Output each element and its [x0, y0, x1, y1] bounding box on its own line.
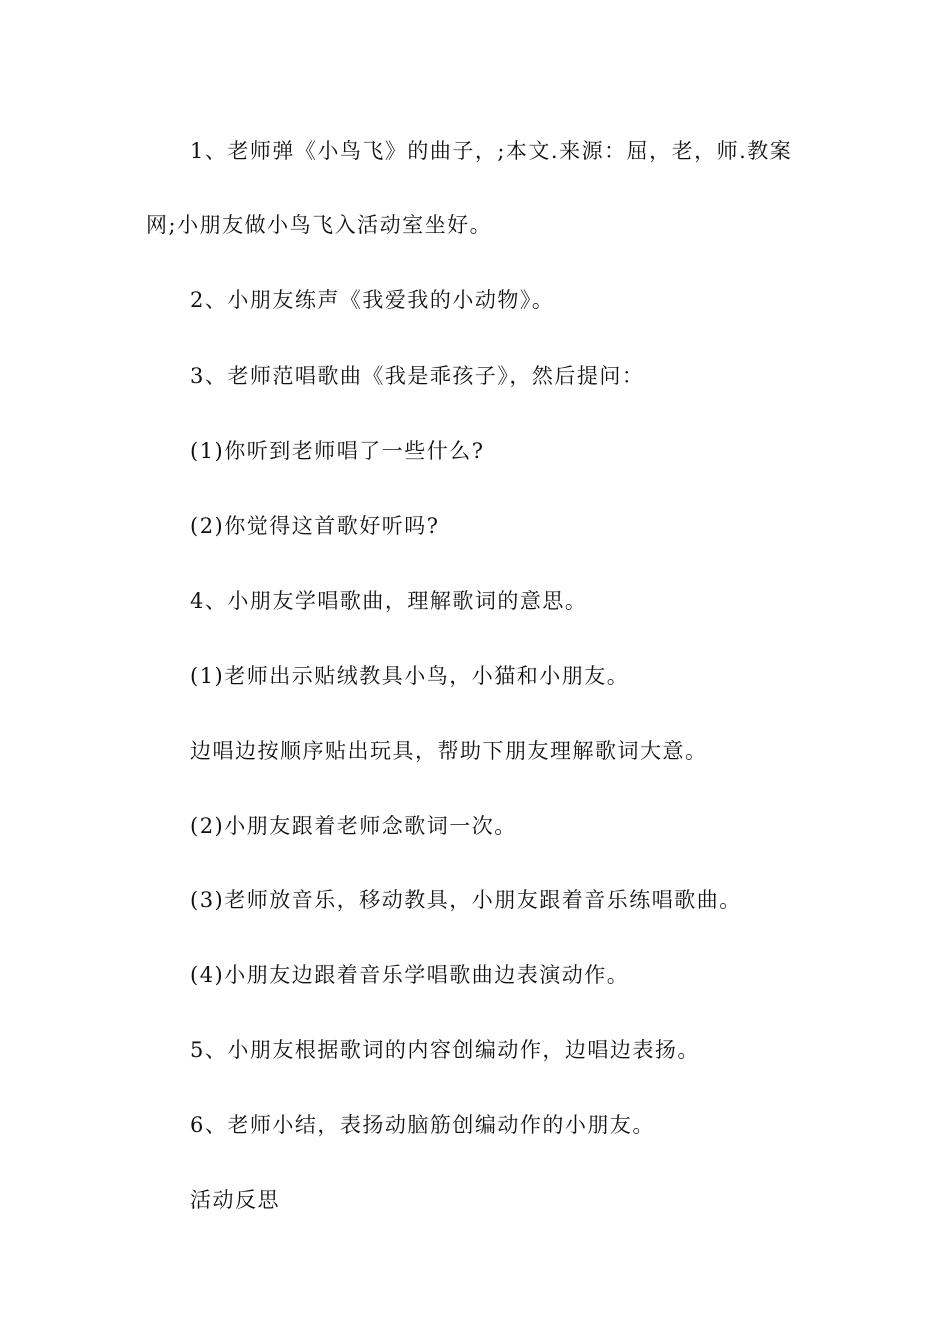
section-heading: 活动反思 — [190, 1188, 280, 1212]
paragraph-line: 4、小朋友学唱歌曲，理解歌词的意思。 — [190, 589, 588, 613]
paragraph-line: (2)你觉得这首歌好听吗? — [190, 514, 440, 538]
paragraph-line: 6、老师小结，表扬动脑筋创编动作的小朋友。 — [190, 1113, 655, 1137]
paragraph-line: (3)老师放音乐，移动教具，小朋友跟着音乐练唱歌曲。 — [190, 888, 742, 912]
paragraph-line: 3、老师范唱歌曲《我是乖孩子》，然后提问： — [190, 364, 645, 388]
paragraph-line: 2、小朋友练声《我爱我的小动物》。 — [190, 288, 555, 312]
paragraph-line: 边唱边按顺序贴出玩具，帮助下朋友理解歌词大意。 — [190, 739, 708, 763]
paragraph-line: 5、小朋友根据歌词的内容创编动作，边唱边表扬。 — [190, 1038, 700, 1062]
paragraph-line: (1)老师出示贴绒教具小鸟，小猫和小朋友。 — [190, 664, 630, 688]
paragraph-line: (4)小朋友边跟着音乐学唱歌曲边表演动作。 — [190, 963, 630, 987]
paragraph-line: 1、老师弹《小鸟飞》的曲子，;本文.来源：屈，老，师.教案 — [190, 139, 793, 163]
paragraph-line: (2)小朋友跟着老师念歌词一次。 — [190, 814, 517, 838]
paragraph-line: (1)你听到老师唱了一些什么? — [190, 439, 485, 463]
paragraph-line: 网;小朋友做小鸟飞入活动室坐好。 — [146, 213, 493, 237]
